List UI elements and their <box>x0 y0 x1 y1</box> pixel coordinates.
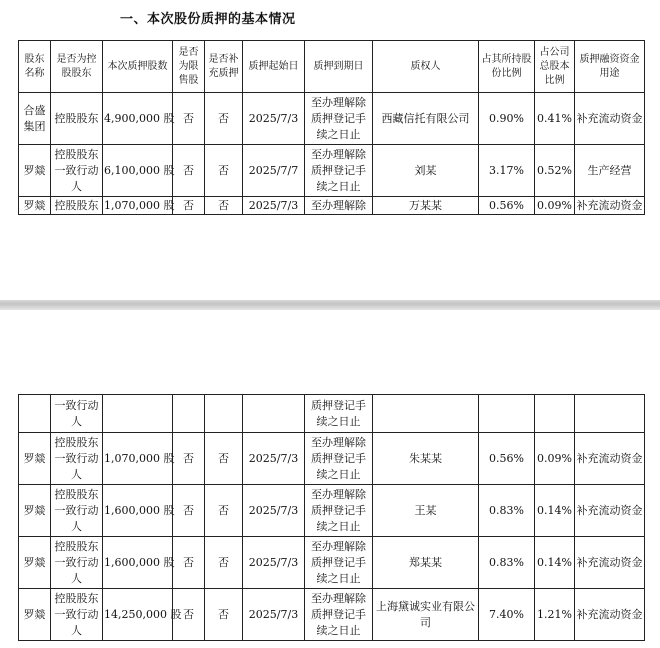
table-row <box>19 197 645 215</box>
header-cell: 是否补充质押 <box>205 41 243 93</box>
cell-restricted: 否 <box>173 589 205 641</box>
cell-purpose: 补充流动资金 <box>575 589 645 641</box>
header-cell: 是否为控股股东 <box>51 41 103 93</box>
cell-start-date: 2025/7/3 <box>243 589 305 641</box>
cell-shares: 1,070,000 股 <box>103 433 173 485</box>
cell-pledgee: 郑某某 <box>373 537 479 589</box>
cell-purpose: 补充流动资金 <box>575 197 645 215</box>
cell-pct-own: 0.83% <box>479 537 535 589</box>
cell-pct-own: 0.83% <box>479 485 535 537</box>
page-break <box>0 300 660 310</box>
cell-name: 罗燚 <box>19 197 51 215</box>
table-header-row <box>19 41 645 93</box>
cell-holder-type: 控股股东一致行动人 <box>51 537 103 589</box>
cell-holder-type: 控股股东 <box>51 197 103 215</box>
cell-name: 罗燚 <box>19 485 51 537</box>
cell-supplement: 否 <box>205 145 243 197</box>
cell-end-date: 至办理解除质押登记手续之日止 <box>305 145 373 197</box>
table-row-continuation <box>19 395 645 433</box>
cell-name: 罗燚 <box>19 433 51 485</box>
cell-holder-type: 控股股东一致行动人 <box>51 485 103 537</box>
cell-purpose: 补充流动资金 <box>575 537 645 589</box>
cell-pledgee: 西藏信托有限公司 <box>373 93 479 145</box>
cell-restricted: 否 <box>173 145 205 197</box>
cell-pct-total: 1.21% <box>535 589 575 641</box>
cell-name: 罗燚 <box>19 537 51 589</box>
header-cell: 占公司总股本比例 <box>535 41 575 93</box>
cell-start-date: 2025/7/3 <box>243 93 305 145</box>
cell-shares: 1,600,000 股 <box>103 537 173 589</box>
cell-shares: 1,070,000 股 <box>103 197 173 215</box>
cell-pct-own: 0.90% <box>479 93 535 145</box>
cell-pct-total: 0.14% <box>535 537 575 589</box>
header-cell: 占其所持股份比例 <box>479 41 535 93</box>
cell-restricted <box>173 395 205 433</box>
cell-end-date: 至办理解除质押登记手续之日止 <box>305 589 373 641</box>
cell-restricted: 否 <box>173 433 205 485</box>
cell-purpose: 补充流动资金 <box>575 93 645 145</box>
cell-start-date: 2025/7/7 <box>243 145 305 197</box>
cell-supplement: 否 <box>205 93 243 145</box>
cell-start-date: 2025/7/3 <box>243 485 305 537</box>
cell-restricted: 否 <box>173 537 205 589</box>
cell-pct-own: 0.56% <box>479 197 535 215</box>
pledge-table-bottom <box>18 394 645 641</box>
cell-start-date: 2025/7/3 <box>243 537 305 589</box>
cell-end-date: 至办理解除质押登记手续之日止 <box>305 93 373 145</box>
cell-shares <box>103 395 173 433</box>
cell-name: 罗燚 <box>19 145 51 197</box>
cell-pct-total: 0.52% <box>535 145 575 197</box>
cell-supplement: 否 <box>205 589 243 641</box>
pledge-table-top <box>18 40 645 215</box>
cell-holder-type: 控股股东一致行动人 <box>51 433 103 485</box>
cell-holder-type: 控股股东一致行动人 <box>51 145 103 197</box>
cell-pledgee: 上海黛诚实业有限公司 <box>373 589 479 641</box>
cell-pct-total: 0.14% <box>535 485 575 537</box>
cell-name <box>19 395 51 433</box>
cell-pledgee: 万某某 <box>373 197 479 215</box>
header-cell: 股东名称 <box>19 41 51 93</box>
cell-pledgee: 王某 <box>373 485 479 537</box>
cell-shares: 14,250,000 股 <box>103 589 173 641</box>
header-cell: 本次质押股数 <box>103 41 173 93</box>
cell-end-date: 至办理解除质押登记手续之日止 <box>305 537 373 589</box>
cell-pct-own: 7.40% <box>479 589 535 641</box>
cell-pct-total: 0.09% <box>535 433 575 485</box>
cell-pct-total <box>535 395 575 433</box>
cell-purpose: 生产经营 <box>575 145 645 197</box>
cell-start-date <box>243 395 305 433</box>
cell-holder-type: 一致行动人 <box>51 395 103 433</box>
cell-restricted: 否 <box>173 485 205 537</box>
cell-name: 合盛集团 <box>19 93 51 145</box>
cell-pct-total: 0.09% <box>535 197 575 215</box>
table-row <box>19 145 645 197</box>
page-title: 一、本次股份质押的基本情况 <box>120 12 296 27</box>
cell-pct-own: 0.56% <box>479 433 535 485</box>
cell-restricted: 否 <box>173 197 205 215</box>
cell-end-date: 质押登记手续之日止 <box>305 395 373 433</box>
cell-pct-own: 3.17% <box>479 145 535 197</box>
cell-holder-type: 控股股东 <box>51 93 103 145</box>
cell-supplement: 否 <box>205 485 243 537</box>
cell-purpose: 补充流动资金 <box>575 433 645 485</box>
cell-end-date: 至办理解除质押登记手续之日止 <box>305 485 373 537</box>
cell-supplement: 否 <box>205 197 243 215</box>
table-row <box>19 537 645 589</box>
header-cell: 质押起始日 <box>243 41 305 93</box>
table-row <box>19 589 645 641</box>
cell-purpose <box>575 395 645 433</box>
cell-supplement: 否 <box>205 433 243 485</box>
cell-pledgee: 朱某某 <box>373 433 479 485</box>
cell-holder-type: 控股股东一致行动人 <box>51 589 103 641</box>
header-cell: 质权人 <box>373 41 479 93</box>
cell-purpose: 补充流动资金 <box>575 485 645 537</box>
cell-pledgee: 刘某 <box>373 145 479 197</box>
cell-restricted: 否 <box>173 93 205 145</box>
cell-end-date: 至办理解除 <box>305 197 373 215</box>
cell-shares: 6,100,000 股 <box>103 145 173 197</box>
header-cell: 是否为限售股 <box>173 41 205 93</box>
cell-pct-total: 0.41% <box>535 93 575 145</box>
cell-pct-own <box>479 395 535 433</box>
table-row <box>19 433 645 485</box>
cell-pledgee <box>373 395 479 433</box>
table-row <box>19 93 645 145</box>
table-row <box>19 485 645 537</box>
cell-name: 罗燚 <box>19 589 51 641</box>
cell-shares: 1,600,000 股 <box>103 485 173 537</box>
cell-shares: 4,900,000 股 <box>103 93 173 145</box>
header-cell: 质押融资资金用途 <box>575 41 645 93</box>
cell-start-date: 2025/7/3 <box>243 197 305 215</box>
cell-end-date: 至办理解除质押登记手续之日止 <box>305 433 373 485</box>
header-cell: 质押到期日 <box>305 41 373 93</box>
cell-supplement <box>205 395 243 433</box>
cell-supplement: 否 <box>205 537 243 589</box>
cell-start-date: 2025/7/3 <box>243 433 305 485</box>
